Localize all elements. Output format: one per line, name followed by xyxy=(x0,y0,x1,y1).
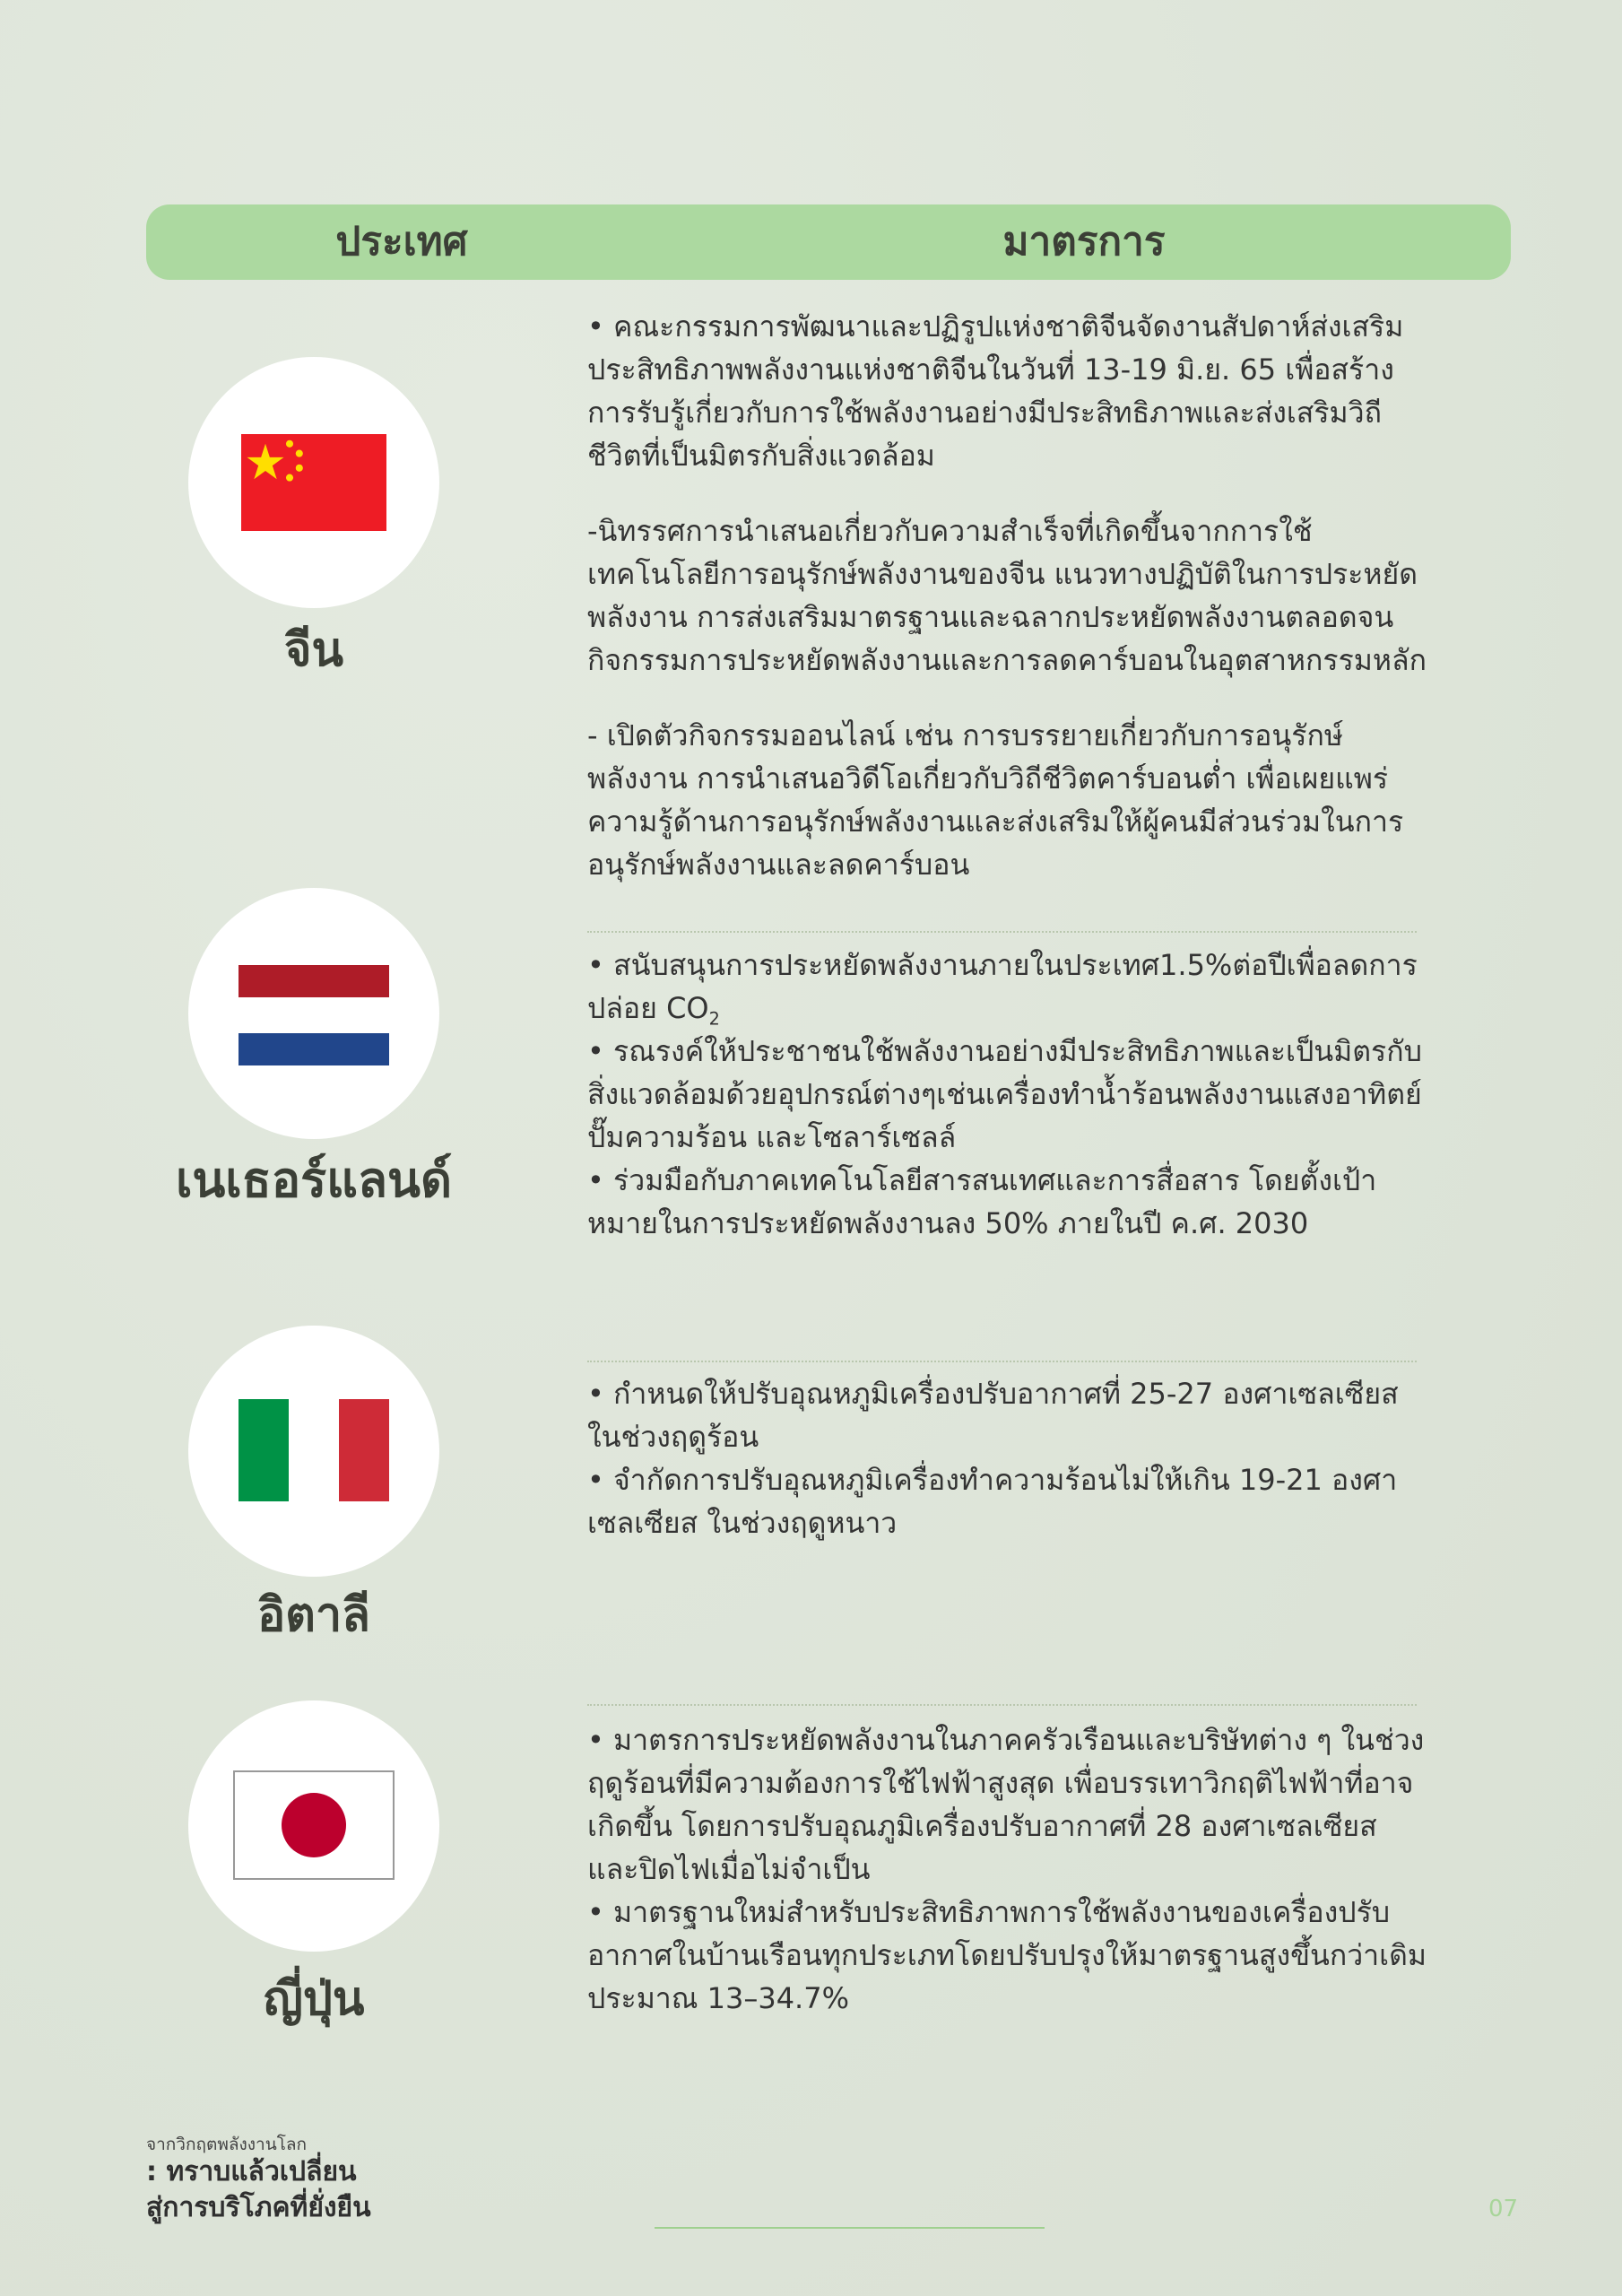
footer-title-line-2: สู่การบริโภคที่ยั่งยืน xyxy=(146,2192,371,2223)
measures-italy xyxy=(587,1372,1430,1544)
section-divider xyxy=(587,1361,1417,1362)
measure-paragraph: • จำกัดการปรับอุณหภูมิเครื่องทำความร้อนไม่ให้เกิน 19-21 องศาเซลเซียส ในช่วงฤดูหนาว xyxy=(587,1463,1398,1540)
country-name-japan: ญี่ปุ่น xyxy=(263,1972,365,2026)
measures-netherlands xyxy=(587,944,1430,1245)
china-flag-icon xyxy=(240,434,387,531)
header-country-label: ประเทศ xyxy=(335,219,468,265)
country-name-netherlands: เนเธอร์แลนด์ xyxy=(175,1152,453,1208)
footer-title xyxy=(146,2154,505,2226)
italy-flag-icon xyxy=(239,1399,389,1501)
header-measure-label: มาตรการ xyxy=(1002,219,1166,265)
measure-paragraph: -นิทรรศการนำเสนอเกี่ยวกับความสำเร็จที่เกิดขึ้นจากการใช้เทคโนโลยีการอนุรักษ์พลังงานของจีน แนวทางปฏิบัติในการประหยัดพลังงาน การส่งเสริมมาตรฐานและฉลากประหยัดพลังงานตลอดจนกิจกรรมการประหยัดพลังงานและการลดคาร์บอนในอุตสาหกรรมหลัก xyxy=(587,514,1427,677)
footer-source-small: จากวิกฤตพลังงานโลก xyxy=(146,2135,308,2154)
country-name-china: จีน xyxy=(283,623,343,677)
co2-subscript: 2 xyxy=(708,1008,720,1030)
country-name-italy: อิตาลี xyxy=(256,1588,371,1642)
footer-title-line-1: : ทราบแล้วเปลี่ยน xyxy=(146,2156,357,2187)
flag-circle-china xyxy=(188,357,439,608)
measures-japan xyxy=(587,1718,1430,2020)
japan-flag-icon xyxy=(233,1770,395,1880)
flag-circle-italy xyxy=(188,1326,439,1577)
measure-paragraph: • กำหนดให้ปรับอุณหภูมิเครื่องปรับอากาศที่ 25-27 องศาเซลเซียส ในช่วงฤดูร้อน xyxy=(587,1377,1399,1454)
measure-paragraph: • มาตรฐานใหม่สำหรับประสิทธิภาพการใช้พลังงานของเครื่องปรับอากาศในบ้านเรือนทุกประเภทโดยปรับปรุงให้มาตรฐานสูงขึ้นกว่าเดิมประมาณ 13–34.7% xyxy=(587,1895,1427,2015)
measure-text-co2: • สนับสนุนการประหยัดพลังงานภายในประเทศ1.5%ต่อปีเพื่อลดการปล่อย CO xyxy=(587,948,1418,1025)
section-divider xyxy=(587,931,1417,933)
measure-paragraph: • รณรงค์ให้ประชาชนใช้พลังงานอย่างมีประสิทธิภาพและเป็นมิตรกับสิ่งแวดล้อมด้วยอุปกรณ์ต่างๆเช่นเครื่องทำน้ำร้อนพลังงานแสงอาทิตย์ ปั๊มความร้อน และโซลาร์เซลล์ xyxy=(587,1034,1422,1154)
measure-paragraph: • ร่วมมือกับภาคเทคโนโลยีสารสนเทศและการสื่อสาร โดยตั้งเป้าหมายในการประหยัดพลังงานลง 50% ภายในปี ค.ศ. 2030 xyxy=(587,1163,1377,1240)
measures-china xyxy=(587,305,1430,886)
measure-paragraph: • คณะกรรมการพัฒนาและปฏิรูปแห่งชาติจีนจัดงานสัปดาห์ส่งเสริมประสิทธิภาพพลังงานแห่งชาติจีนในวันที่ 13-19 มิ.ย. 65 เพื่อสร้างการรับรู้เกี่ยวกับการใช้พลังงานอย่างมีประสิทธิภาพและส่งเสริมวิถีชีวิตที่เป็นมิตรกับสิ่งแวดล้อม xyxy=(587,309,1404,473)
flag-circle-japan xyxy=(188,1700,439,1952)
table-header-bar xyxy=(146,204,1511,280)
measure-paragraph: • มาตรการประหยัดพลังงานในภาคครัวเรือนและบริษัทต่าง ๆ ในช่วงฤดูร้อนที่มีความต้องการใช้ไฟฟ้าสูงสุด เพื่อบรรเทาวิกฤติไฟฟ้าที่อาจเกิดขึ้น โดยการปรับอุณภูมิเครื่องปรับอากาศที่ 28 องศาเซลเซียส และปิดไฟเมื่อไม่จำเป็น xyxy=(587,1723,1425,1886)
footer-divider xyxy=(655,2227,1045,2229)
measure-paragraph: - เปิดตัวกิจกรรมออนไลน์ เช่น การบรรยายเกี่ยวกับการอนุรักษ์พลังงาน การนำเสนอวิดีโอเกี่ยวกับวิถีชีวิตคาร์บอนต่ำ เพื่อเผยแพร่ความรู้ด้านการอนุรักษ์พลังงานและส่งเสริมให้ผู้คนมีส่วนร่วมในการอนุรักษ์พลังงานและลดคาร์บอน xyxy=(587,718,1404,882)
measure-paragraph xyxy=(587,944,1430,1030)
page-number: 07 xyxy=(1488,2196,1519,2222)
section-divider xyxy=(587,1704,1417,1706)
netherlands-flag-icon xyxy=(239,965,389,1065)
flag-circle-netherlands xyxy=(188,888,439,1139)
